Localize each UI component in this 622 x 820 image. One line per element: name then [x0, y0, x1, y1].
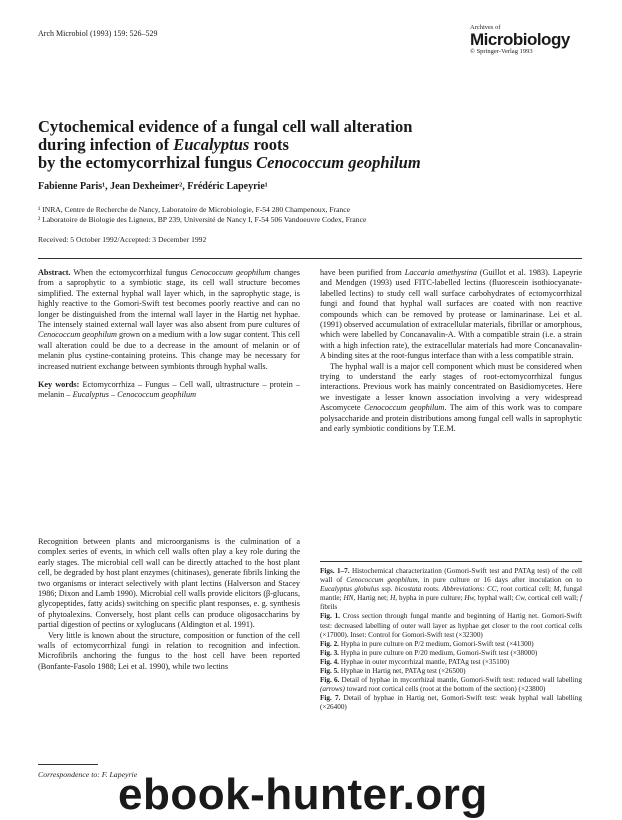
keywords-label: Key words: [38, 380, 80, 390]
citation: Arch Microbiol (1993) 159: 526–529 [38, 29, 158, 38]
caption-label: Fig. 5. [320, 667, 339, 676]
keywords-italic: Cenococcum geophilum [117, 390, 197, 400]
keywords-italic: Eucalyptus [72, 390, 109, 400]
caption-text: hyphal wall; [475, 594, 516, 603]
abstract-text: changes from a saprophytic to a symbiotic stage, its cell wall structure becomes simplified. The external hyphal wall layer which, in the saprophytic stage, is highly reactive to the Gomori-Swift test becomes poorly reactive and can no longer be distinguished from the internal wall layer in the Hartig net hyphae. The intensely stained external wall layer was also absent from pure cultures of [38, 268, 300, 330]
affiliation-2: ² Laboratoire de Biologie des Ligneux, BP 239, Université de Nancy I, F-54 506 Vandoeuvre Codex, France [38, 215, 367, 224]
abstract-label: Abstract. [38, 268, 71, 277]
body-italic: Laccaria amethystina [404, 268, 477, 277]
affiliations [38, 205, 568, 225]
caption-italic: H, [390, 594, 398, 603]
title-text: by the ectomycorrhizal fungus [38, 153, 257, 172]
caption-fig-4 [320, 658, 582, 667]
caption-text: ssp. [379, 585, 395, 594]
authors: Fabienne Paris¹, Jean Dexheimer², Frédéric Lapeyrie¹ [38, 181, 268, 192]
caption-text: Hyphae in outer mycorrhizal mantle, PATAg test (×35100) [338, 657, 510, 666]
caption-label: Fig. 2. [320, 639, 339, 648]
caption-text: fungal mantle; [320, 585, 582, 603]
caption-italic: Eucalyptus globulus [320, 585, 380, 594]
publisher-line: © Springer-Verlag 1993 [470, 48, 533, 55]
intro-paragraph-2: Very little is known about the structure, composition or function of the cell walls of ectomycorrhizal fungi in relation to recognition and infection. Microfibrils anchoring the fungus to the host cell have been reported (Bonfante-Fasolo 1988; Lei et al. 1990), while two lectins [38, 630, 300, 671]
caption-text: Histochemical characterization (Gomori-Swift test and PATAg test) of the cell wall of [320, 567, 583, 585]
caption-italic: (arrows) [320, 685, 345, 694]
abstract-text: grown on a medium with a low sugar content. This cell wall alteration could be due to a decrease in the amount of melanin or of melanin plus cystine-containing proteins. This change may be necessary for increased nutrient exchange between symbionts through hyphal walls. [38, 330, 300, 371]
caption-text: Hyphae in Hartig net, PATAg test (×26500) [338, 667, 466, 676]
caption-label: Fig. 3. [320, 648, 339, 657]
caption-fig-3 [320, 649, 582, 658]
abstract-block [38, 268, 300, 401]
title-line-3 [38, 154, 508, 172]
caption-italic: Cenococcum geophilum [346, 576, 418, 585]
caption-text: root cortical cell; [498, 585, 554, 594]
caption-italic: M, [553, 585, 562, 594]
caption-text: Cross section through fungal mantle and beginning of Hartig net. Gomori-Swift test: decreased labelling of outer wall layer as hyphae get closer to the root cortical cells (×17000). Inset: Control for Gomori-Swift test (×32300) [320, 612, 582, 639]
abstract-italic: Cenococcum geophilum [190, 268, 271, 277]
watermark: ebook-hunter.org [118, 770, 488, 819]
abstract-text: When the ectomycorrhizal fungus [70, 268, 191, 277]
footnote-divider [38, 764, 98, 765]
journal-masthead [470, 24, 590, 55]
caption-fig-1 [320, 612, 582, 639]
journal-small-label: Archives of [470, 24, 501, 31]
caption-divider [320, 561, 582, 562]
title-line-2 [38, 136, 508, 154]
caption-fig-7 [320, 694, 582, 712]
correspondence-note: Correspondence to: F. Lapeyrie [38, 770, 138, 779]
caption-text: toward root cortical cells (root at the bottom of the section) (×23800) [344, 685, 546, 694]
caption-label: Fig. 4. [320, 657, 339, 666]
title-text: roots [249, 135, 289, 154]
article-title [38, 118, 508, 172]
title-line-1: Cytochemical evidence of a fungal cell wall alteration [38, 117, 413, 136]
title-text: during infection of [38, 135, 174, 154]
keywords-text: – [108, 390, 118, 400]
caption-figs-1-7 [320, 567, 582, 612]
right-paragraph-1 [320, 268, 582, 362]
body-italic: Cenococcum geophilum [363, 403, 445, 413]
received-dates: Received: 5 October 1992/Accepted: 3 December 1992 [38, 235, 207, 244]
caption-text: Detail of hyphae in Hartig net, Gomori-Swift test: weak hyphal wall labelling (×26400) [320, 694, 582, 712]
caption-text: Hypha in pure culture on P/20 medium, Gomori-Swift test (×38000) [338, 648, 538, 657]
caption-fig-2 [320, 640, 582, 649]
intro-paragraph-1: Recognition between plants and microorganisms is the culmination of a complex series of events, in which cell walls often play a key role during the early stages. The microbial cell wall can be directly attached to the host plant cell, be degraded by host plant enzymes (chitinases), generate fibrils linking the two organisms or interact selectively with plant lectins (Halverson and Stacey 1986; Dixon and Lamb 1990). Microbial cell walls provide elicitors (β-glucans, glycopeptides, fatty acids) switching on specific plant responses, e. g. synthesis of phytoalexins. Conversely, host plant cells can produce oligosaccharins by partial digestion of pectins or xyloglucans (Aldington et al. 1991). [38, 537, 300, 630]
caption-label: Fig. 6. [320, 676, 340, 685]
caption-italic: Abbreviations: CC, [442, 585, 499, 594]
journal-logo: Microbiology [470, 30, 570, 49]
title-italic: Cenococcum geophilum [256, 153, 421, 172]
affiliation-1: ¹ INRA, Centre de Recherche de Nancy, Laboratoire de Microbiologie, F-54 280 Champenoux, France [38, 205, 350, 214]
caption-italic: f [580, 594, 583, 603]
caption-label: Fig. 7. [320, 694, 341, 703]
caption-text: Detail of hyphae in mycorrhizal mantle, Gomori-Swift test: reduced wall labelling [339, 676, 582, 685]
caption-text: cortical cell wall; [526, 594, 581, 603]
body-text: . The aim of this work was to compare polysaccharide and protein distributions among fungal cell walls in saprophytic and early symbiotic conditions by T.E.M. [320, 403, 582, 434]
caption-label: Fig. 1. [320, 612, 340, 621]
caption-italic: Hw, [464, 594, 476, 603]
divider [38, 258, 582, 259]
abstract-paragraph [38, 268, 300, 372]
body-text: The hyphal wall is a major cell component which must be considered when trying to understand the early stages of root-ectomycorrhizal fungus interactions. Previous work has mainly concentrated on Basidiomycetes. Here we investigate a lesser known association involving a very widespread Ascomycete [320, 361, 582, 413]
right-column-text [320, 268, 582, 435]
caption-fig-6 [320, 676, 582, 694]
title-italic: Eucalyptus [173, 135, 250, 154]
caption-text: hypha in pure culture; [397, 594, 465, 603]
caption-italic: bicostata [394, 585, 422, 594]
body-text: (Guillot et al. 1983). Lapeyrie and Mendgen (1993) used FITC-labelled lectins (fluorescein isothiocyanate-labelled lectins) to study cell wall surface carbohydrates of ectomycorrhizal fungi and found that hyphal wall surfaces are coated with non reactive compounds which can be removed by protease or laminarinase. Lei et al. (1991) observed accumulation of extracellular materials, fibrillar or amorphous, which were labelled by Concanavalin-A. With a compatible strain (i.e. a strain with a high infection rate), the extracellular materials had more Concanavalin-A binding sites at the root-fungus interface than with a less compatible strain. [320, 268, 582, 361]
introduction-block [38, 537, 300, 672]
caption-label: Figs. 1–7. [320, 567, 350, 575]
caption-italic: HN, [343, 594, 356, 603]
keywords-text: Ectomycorrhiza – Fungus – Cell wall, ultrastructure – protein – melanin – [38, 380, 301, 400]
caption-italic: Cw, [515, 594, 527, 603]
body-text: have been purified from [320, 268, 405, 277]
keywords-paragraph [38, 380, 300, 401]
caption-text: fibrils [320, 603, 338, 612]
caption-text: Hypha in pure culture on P/2 medium, Gomori-Swift test (×41300) [338, 639, 534, 648]
right-paragraph-2 [320, 362, 582, 435]
caption-text: Hartig net; [355, 594, 391, 603]
caption-text: roots. [421, 585, 443, 594]
abstract-italic: Cenococcum geophilum [38, 330, 117, 340]
caption-fig-5 [320, 667, 582, 676]
figure-captions [320, 567, 582, 713]
caption-text: , in pure culture or 16 days after inoculation on to [417, 576, 582, 585]
